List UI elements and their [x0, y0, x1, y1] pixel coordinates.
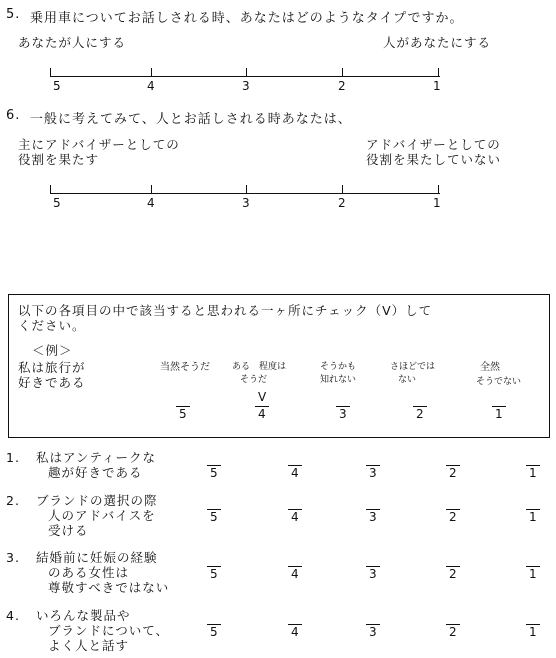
item-1-line-1: 私はアンティークな — [36, 450, 157, 465]
item-4-option-2-label: 2 — [446, 624, 460, 639]
item-3-line-3: 尊敬すべきではない — [48, 580, 170, 595]
q5-right-label: 人があなたにする — [383, 35, 492, 50]
q6-number: 6. — [6, 108, 21, 123]
example-check-mark: V — [258, 390, 267, 404]
example-option-2-label: 2 — [413, 406, 427, 421]
item-2-option-5-label: 5 — [207, 509, 221, 524]
q5-tick — [50, 68, 51, 76]
item-1-option-5-label: 5 — [207, 465, 221, 480]
item-3-option-1-label: 1 — [526, 566, 540, 581]
example-option-5-label: 5 — [176, 406, 190, 421]
item-3-option-2-label: 2 — [446, 566, 460, 581]
q6-scale-2[interactable]: 2 — [338, 196, 346, 210]
item-1-option-3[interactable] — [366, 462, 380, 481]
q6-right-label-1: アドバイザーとしての — [366, 137, 501, 152]
instruction-line-1: 以下の各項目の中で該当すると思われる一ヶ所にチェック（V）して — [18, 303, 433, 318]
item-2-line-2: 人のアドバイスを — [48, 508, 156, 523]
q6-left-label-2: 役割を果たす — [18, 152, 100, 167]
column-header-4-line-1: ある 程度は — [232, 362, 287, 372]
q5-number: 5. — [6, 7, 21, 22]
q6-scale-1[interactable]: 1 — [433, 196, 441, 210]
q5-scale-2[interactable]: 2 — [338, 79, 346, 93]
q6-tick — [50, 185, 51, 193]
item-1-number: 1. — [6, 450, 20, 465]
q5-scale-3[interactable]: 3 — [242, 79, 250, 93]
q6-tick — [151, 185, 152, 193]
item-1-option-4-label: 4 — [288, 465, 302, 480]
example-option-1[interactable] — [492, 403, 506, 422]
item-1-option-3-label: 3 — [366, 465, 380, 480]
item-1-option-1-label: 1 — [526, 465, 540, 480]
q5-scale-1[interactable]: 1 — [433, 79, 441, 93]
example-item-line-2: 好きである — [18, 375, 86, 390]
item-3-option-3-label: 3 — [366, 566, 380, 581]
item-2-option-2-label: 2 — [446, 509, 460, 524]
q6-tick — [246, 185, 247, 193]
item-4-option-1[interactable] — [526, 621, 540, 640]
example-option-1-label: 1 — [492, 406, 506, 421]
q5-tick — [342, 68, 343, 76]
q5-tick — [151, 68, 152, 76]
q6-scale-4[interactable]: 4 — [147, 196, 155, 210]
item-3-option-3[interactable] — [366, 563, 380, 582]
item-3-option-5[interactable] — [207, 563, 221, 582]
column-header-4-line-2: そうだ — [240, 375, 268, 385]
item-4-option-1-label: 1 — [526, 624, 540, 639]
item-2-option-2[interactable] — [446, 506, 460, 525]
q5-tick — [438, 68, 439, 76]
q6-left-label-1: 主にアドバイザーとしての — [18, 137, 180, 152]
item-2-option-5[interactable] — [207, 506, 221, 525]
item-3-option-5-label: 5 — [207, 566, 221, 581]
q6-scale-line — [50, 193, 440, 194]
q5-scale-line — [50, 76, 440, 77]
item-4-option-3-label: 3 — [366, 624, 380, 639]
item-3-line-1: 結婚前に妊娠の経験 — [36, 550, 158, 565]
column-header-1-line-1: 全然 — [480, 362, 500, 373]
item-4-option-5[interactable] — [207, 621, 221, 640]
item-1-option-1[interactable] — [526, 462, 540, 481]
item-2-line-1: ブランドの選択の際 — [36, 493, 158, 508]
instruction-line-2: ください。 — [18, 318, 86, 333]
item-1-option-2[interactable] — [446, 462, 460, 481]
example-option-3[interactable] — [336, 403, 350, 422]
example-option-3-label: 3 — [336, 406, 350, 421]
item-2-option-4-label: 4 — [288, 509, 302, 524]
item-1-line-2: 趣が好きである — [48, 465, 143, 480]
example-option-5[interactable] — [176, 403, 190, 422]
item-4-number: 4. — [6, 608, 20, 623]
example-option-4-label: 4 — [255, 406, 269, 421]
q5-scale-4[interactable]: 4 — [147, 79, 155, 93]
item-3-line-2: のある女性は — [48, 565, 130, 580]
item-1-option-4[interactable] — [288, 462, 302, 481]
q5-left-label: あなたが人にする — [18, 35, 127, 50]
item-4-line-2: ブランドについて、 — [48, 623, 170, 638]
q6-scale-3[interactable]: 3 — [242, 196, 250, 210]
example-item-line-1: 私は旅行が — [18, 360, 86, 375]
item-2-option-3-label: 3 — [366, 509, 380, 524]
example-title: ＜例＞ — [32, 343, 73, 358]
q6-tick — [342, 185, 343, 193]
item-4-line-3: よく人と話す — [48, 638, 130, 653]
item-4-line-1: いろんな製品や — [36, 608, 131, 623]
column-header-2-line-2: ない — [398, 375, 417, 385]
column-header-5: 当然そうだ — [160, 362, 210, 373]
item-2-option-1-label: 1 — [526, 509, 540, 524]
q5-tick — [246, 68, 247, 76]
item-1-option-2-label: 2 — [446, 465, 460, 480]
item-4-option-3[interactable] — [366, 621, 380, 640]
item-4-option-5-label: 5 — [207, 624, 221, 639]
column-header-1-line-2: そうでない — [476, 377, 522, 387]
item-3-option-1[interactable] — [526, 563, 540, 582]
item-1-option-5[interactable] — [207, 462, 221, 481]
item-2-option-1[interactable] — [526, 506, 540, 525]
item-4-option-4-label: 4 — [288, 624, 302, 639]
item-2-option-3[interactable] — [366, 506, 380, 525]
item-2-number: 2. — [6, 493, 20, 508]
item-4-option-2[interactable] — [446, 621, 460, 640]
column-header-2-line-1: さほどでは — [390, 362, 436, 372]
q6-question-text: 一般に考えてみて、人とお話しされる時あなたは、 — [30, 112, 352, 127]
item-3-option-4-label: 4 — [288, 566, 302, 581]
q6-scale-5[interactable]: 5 — [53, 196, 61, 210]
item-2-line-3: 受ける — [48, 523, 89, 538]
q5-question-text: 乗用車についてお話しされる時、あなたはどのようなタイプですか。 — [30, 11, 464, 26]
item-3-option-2[interactable] — [446, 563, 460, 582]
item-2-option-4[interactable] — [288, 506, 302, 525]
column-header-3-line-2: 知れない — [320, 375, 357, 385]
item-3-number: 3. — [6, 550, 20, 565]
item-3-option-4[interactable] — [288, 563, 302, 582]
q5-scale-5[interactable]: 5 — [53, 79, 61, 93]
example-option-4[interactable] — [255, 403, 269, 422]
column-header-3-line-1: そうかも — [320, 362, 357, 372]
item-4-option-4[interactable] — [288, 621, 302, 640]
example-option-2[interactable] — [413, 403, 427, 422]
q6-right-label-2: 役割を果たしていない — [366, 152, 502, 167]
q6-tick — [438, 185, 439, 193]
